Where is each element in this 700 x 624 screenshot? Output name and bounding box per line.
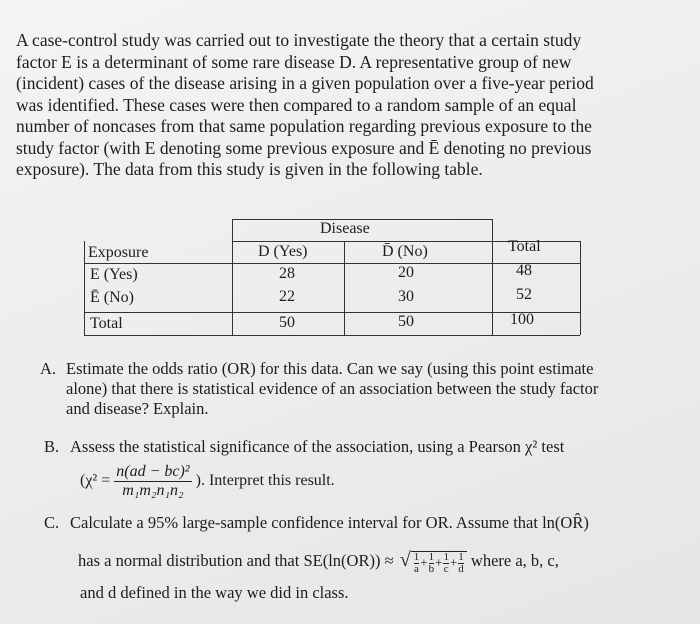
question-c-label: C. (44, 513, 60, 532)
question-c-line-3: and d defined in the way we did in class. (80, 583, 349, 602)
sqrt-term: $\frac{1}{a}$ (413, 550, 420, 575)
intro-line-3: (incident) cases of the disease arising in a given population over a five-year period (16, 73, 594, 93)
intro-line-7: exposure). The data from this study is given in the following table. (16, 159, 483, 179)
table-cell: 48 (516, 262, 532, 279)
table-row-label: Total (90, 315, 123, 332)
question-c-line-2 (78, 550, 698, 575)
table-rule-bottom (84, 335, 580, 336)
table-row-label: E (Yes) (90, 266, 138, 283)
formula-denominator: m₁m₂n₁n₂ (122, 482, 184, 499)
table-vline-4 (492, 219, 493, 335)
question-c-line-1: Calculate a 95% large-sample confidence interval for OR. Assume that ln(OR̂) (70, 513, 589, 532)
intro-paragraph (16, 30, 676, 181)
intro-line-6: study factor (with E denoting some previous exposure and Ē denoting no previous (16, 137, 592, 158)
sqrt-term: $\frac{1}{c}$ (443, 550, 449, 575)
formula-rhs: ). Interpret this result. (195, 472, 335, 490)
intro-line-1: A case-control study was carried out to investigate the theory that a certain study (16, 30, 582, 50)
formula-numerator: n(ad − bc)² (116, 463, 190, 480)
table-cell: 30 (398, 288, 414, 305)
formula-fraction (114, 463, 191, 500)
question-c-line-2-pre: has a normal distribution and that SE(ln(OR)) ≈ (78, 551, 394, 571)
question-a-line-1: Estimate the odds ratio (OR) for this data. Can we say (using this point estimate (66, 359, 594, 378)
table-cell: 20 (398, 264, 414, 281)
intro-line-2: factor E is a determinant of some rare disease D. A representative group of new (16, 51, 572, 72)
table-header-disease: Disease (320, 220, 370, 237)
question-a-line-3: and disease? Explain. (66, 399, 209, 418)
table-rule-2 (84, 312, 580, 313)
sqrt-term: $\frac{1}{b}$ (428, 550, 435, 575)
formula-lhs: (χ² = (80, 472, 111, 490)
question-c (44, 513, 684, 533)
sqrt-expression (400, 550, 467, 575)
table-vline-2 (232, 219, 233, 335)
table-header-yes: D (Yes) (258, 243, 308, 260)
question-a-line-2: alone) that there is statistical evidence of an association between the study factor (66, 379, 599, 398)
table-cell: 28 (279, 265, 295, 282)
sqrt-sign-icon: √ (399, 549, 411, 571)
question-b-line-1: Assess the statistical significance of the association, using a Pearson χ² test (70, 437, 565, 456)
question-a (40, 359, 680, 419)
question-b (44, 437, 684, 457)
table-header-total: Total (508, 238, 541, 255)
intro-line-4: was identified. These cases were then compared to a random sample of an equal (16, 94, 577, 115)
table-vline-left (84, 241, 85, 335)
table-header-exposure: Exposure (88, 244, 149, 261)
table-row-label: Ē (No) (90, 289, 134, 306)
table-vline-right (580, 241, 581, 335)
question-a-label: A. (40, 359, 57, 378)
intro-line-5: number of noncases from that same population regarding previous exposure to the (16, 116, 592, 136)
table-cell: 100 (510, 311, 534, 328)
table-cell: 50 (398, 313, 414, 330)
table-header-no: D̄ (No) (382, 243, 428, 260)
question-b-label: B. (44, 437, 60, 456)
table-cell: 22 (279, 288, 295, 305)
table-vline-3 (344, 241, 345, 335)
table-cell: 52 (516, 286, 532, 303)
sqrt-radicand: $\frac{1}{a}$ + $\frac{1}{b}$ + $\frac{1}{c}$ + $\frac{1}{d}$ (411, 551, 467, 575)
table-cell: 50 (279, 314, 295, 331)
table-rule-1 (84, 263, 580, 264)
question-c-line-2-post: where a, b, c, (470, 551, 559, 571)
chi-square-formula (80, 463, 335, 500)
sqrt-term: $\frac{1}{d}$ (458, 550, 464, 575)
